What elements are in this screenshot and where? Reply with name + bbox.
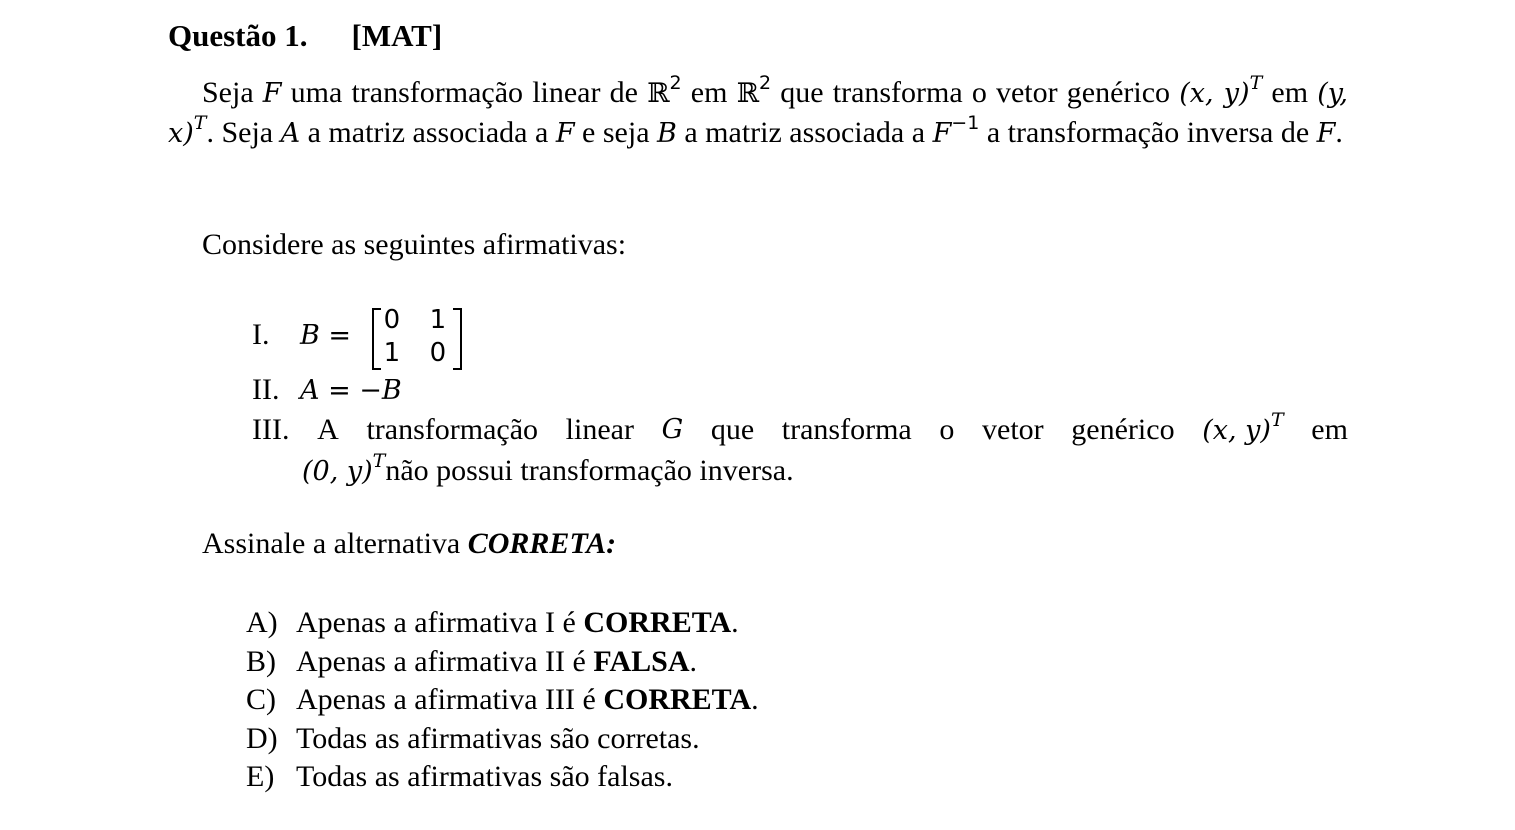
question-header	[168, 18, 442, 54]
answer-options	[246, 604, 759, 797]
subject-tag: [MAT]	[351, 18, 443, 53]
matrix-b	[372, 306, 462, 368]
vector-xy: (x, y)	[1179, 78, 1250, 109]
instruction: Assinale a alternativa CORRETA:	[202, 527, 617, 560]
item-number: III.	[252, 413, 290, 446]
option-letter: B)	[246, 644, 276, 678]
vector-0y: (0, y)	[302, 456, 373, 487]
option-letter: A)	[246, 606, 278, 639]
statement-i: I. B = 0 1 1 0	[252, 306, 462, 368]
consider-text: Considere as seguintes afirmativas:	[202, 228, 627, 261]
item-number: II.	[252, 373, 280, 406]
vector-yx: (y, x)	[168, 78, 1348, 149]
option-b[interactable]: B) Apenas a afirmativa II é FALSA.	[246, 643, 759, 682]
matrix-right-bracket	[453, 308, 462, 370]
statement-ii: II. A = −B	[252, 371, 402, 410]
question-page	[168, 0, 1348, 830]
option-c[interactable]: C) Apenas a afirmativa III é CORRETA.	[246, 681, 759, 720]
matrix-cell: 1	[383, 338, 401, 368]
option-letter: E)	[246, 760, 275, 793]
matrix-left-bracket	[372, 308, 381, 370]
option-letter: D)	[246, 721, 278, 755]
option-letter: C)	[246, 683, 276, 716]
matrix-cell: 1	[429, 305, 447, 335]
problem-statement: Seja F uma transformação linear de ℝ$^2$ em ℝ$^2$ que transforma o vetor genérico (x, y)$^T$ em (y, x)$^T$. Seja A a matriz associada a F e seja B a matriz associada a $F^{-1}$ a transformação inversa de F.	[168, 72, 1348, 149]
option-e[interactable]: E) Todas as afirmativas são falsas.	[246, 758, 759, 797]
instruction-emphasis: CORRETA:	[467, 527, 617, 560]
statement-iii: III. A transformação linear G que transforma o vetor genérico (x, y)$^T$ em (0, y)$^T$não possui transformação inversa.	[252, 409, 1348, 487]
question-title: Questão 1.	[168, 18, 308, 53]
item-number: I.	[252, 317, 270, 351]
option-d[interactable]: D) Todas as afirmativas são corretas.	[246, 720, 759, 759]
matrix-cell: 0	[383, 305, 401, 335]
option-a[interactable]: A) Apenas a afirmativa I é CORRETA.	[246, 604, 759, 643]
vector-xy: (x, y)	[1202, 415, 1271, 446]
matrix-cell: 0	[429, 338, 447, 368]
